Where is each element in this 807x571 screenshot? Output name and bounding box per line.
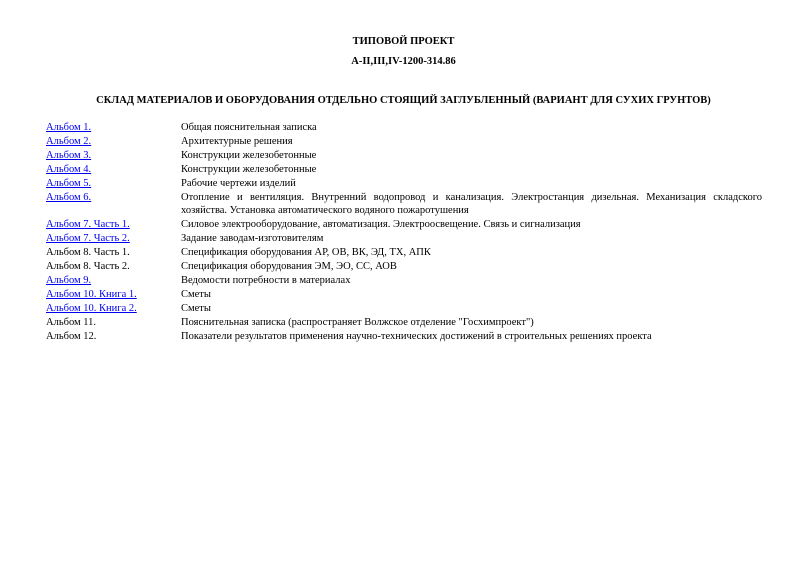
album-name: Альбом 11. <box>46 316 97 328</box>
album-link[interactable]: Альбом 6. <box>46 191 92 203</box>
album-row <box>46 163 762 177</box>
album-row <box>46 302 762 316</box>
album-link[interactable]: Альбом 5. <box>46 177 92 189</box>
album-row <box>46 260 762 274</box>
album-description: Сметы <box>181 288 211 300</box>
album-name: Альбом 8. Часть 1. <box>46 247 130 259</box>
album-name-cell <box>46 163 181 177</box>
album-row <box>46 232 762 246</box>
album-description: Общая пояснительная записка <box>181 122 317 133</box>
album-description: Конструкции железобетонные <box>181 149 317 161</box>
album-description: Спецификация оборудования АР, ОВ, ВК, ЭД, ТХ, АПК <box>181 247 431 259</box>
album-description: Ведомости потребности в материалах <box>181 274 351 286</box>
album-link[interactable]: Альбом 1. <box>46 122 92 133</box>
album-description: Спецификация оборудования ЭМ, ЭО, СС, АОВ <box>181 261 397 273</box>
album-row <box>46 288 762 302</box>
album-name-cell <box>46 330 181 344</box>
album-name-cell <box>46 121 181 135</box>
document-type-heading: ТИПОВОЙ ПРОЕКТ <box>352 36 455 47</box>
album-link[interactable]: Альбом 7. Часть 2. <box>46 233 130 245</box>
album-name-cell <box>46 288 181 302</box>
album-row <box>46 330 762 344</box>
album-link[interactable]: Альбом 2. <box>46 135 92 147</box>
album-row <box>46 316 762 330</box>
project-title-heading: СКЛАД МАТЕРИАЛОВ И ОБОРУДОВАНИЯ ОТДЕЛЬНО СТОЯЩИЙ ЗАГЛУБЛЕННЫЙ (ВАРИАНТ ДЛЯ СУХИХ ГРУНТОВ) <box>96 95 711 106</box>
album-row <box>46 121 762 135</box>
album-name-cell <box>46 232 181 246</box>
album-name-cell <box>46 260 181 274</box>
album-row <box>46 246 762 260</box>
album-description: Архитектурные решения <box>181 135 293 147</box>
album-description: Пояснительная записка (распространяет Волжское отделение "Госхимпроект") <box>181 316 534 328</box>
album-row <box>46 135 762 149</box>
album-name-cell <box>46 274 181 288</box>
album-description: Рабочие чертежи изделий <box>181 177 296 189</box>
album-description: Силовое электрооборудование, автоматизация. Электроосвещение. Связь и сигнализация <box>181 219 581 231</box>
album-description: Сметы <box>181 302 211 314</box>
album-description: Отопление и вентиляция. Внутренний водопровод и канализация. Электростанция дизельная. Механизация складского хозяйства. Установка автоматического водяного пожаротушения <box>181 191 762 217</box>
album-link[interactable]: Альбом 10. Книга 2. <box>46 302 137 314</box>
album-name-cell <box>46 302 181 316</box>
album-name-cell <box>46 135 181 149</box>
album-link[interactable]: Альбом 7. Часть 1. <box>46 219 130 231</box>
album-name: Альбом 12. <box>46 330 97 342</box>
project-code-heading: А-II,III,IV-1200-314.86 <box>351 56 456 67</box>
album-name-cell <box>46 316 181 330</box>
album-link[interactable]: Альбом 4. <box>46 163 92 175</box>
album-row <box>46 177 762 191</box>
album-name-cell <box>46 177 181 191</box>
album-name-cell <box>46 191 181 205</box>
album-description: Показатели результатов применения научно-технических достижений в строительных решениях проекта <box>181 330 652 342</box>
album-name-cell <box>46 149 181 163</box>
album-description: Задание заводам-изготовителям <box>181 233 324 245</box>
album-link[interactable]: Альбом 10. Книга 1. <box>46 288 137 300</box>
album-name-cell <box>46 246 181 260</box>
album-row <box>46 149 762 163</box>
album-link[interactable]: Альбом 9. <box>46 274 92 286</box>
album-name: Альбом 8. Часть 2. <box>46 261 130 273</box>
album-description: Конструкции железобетонные <box>181 163 317 175</box>
album-row <box>46 218 762 232</box>
album-name-cell <box>46 218 181 232</box>
album-list <box>46 121 762 344</box>
album-row <box>46 274 762 288</box>
album-link[interactable]: Альбом 3. <box>46 149 92 161</box>
album-row <box>46 191 762 219</box>
